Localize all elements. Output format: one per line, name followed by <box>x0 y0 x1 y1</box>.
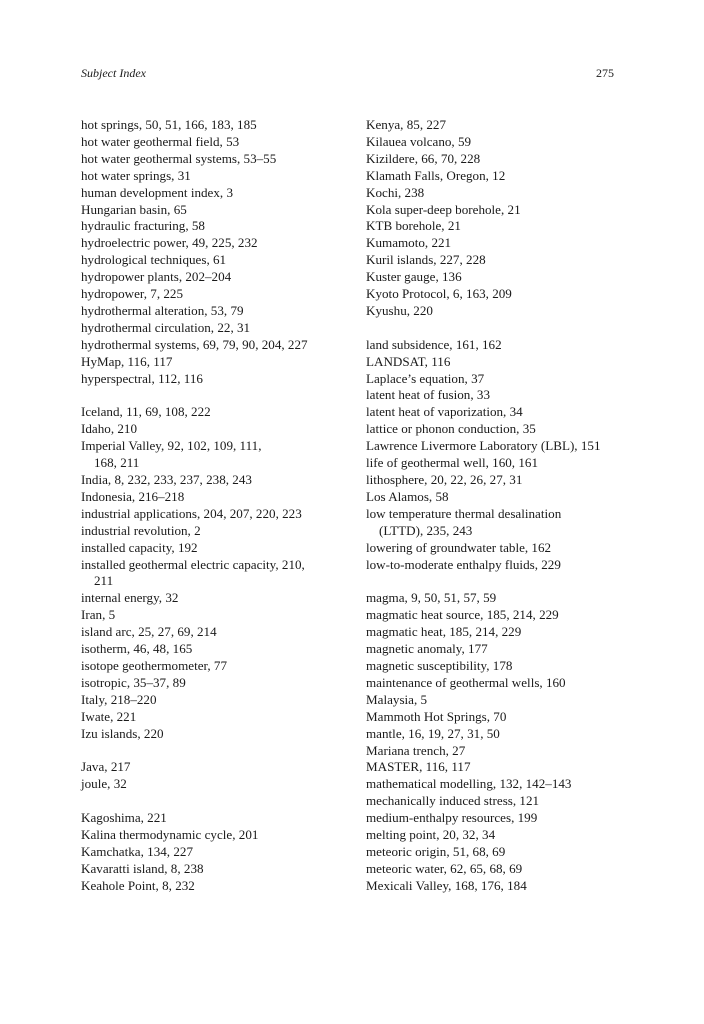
group-spacer <box>81 793 349 810</box>
index-entry: LANDSAT, 116 <box>366 353 451 369</box>
index-entry: MASTER, 116, 117 <box>366 759 471 775</box>
index-entry: HyMap, 116, 117 <box>81 353 173 369</box>
index-column-right <box>366 117 634 895</box>
index-entry: Kamchatka, 134, 227 <box>81 843 193 859</box>
index-entry: hydropower plants, 202–204 <box>81 269 232 285</box>
index-entry: joule, 32 <box>81 776 127 792</box>
index-entry: hydrothermal systems, 69, 79, 90, 204, 227 <box>81 336 308 352</box>
index-entry: Kizildere, 66, 70, 228 <box>366 150 481 166</box>
index-entry: magmatic heat source, 185, 214, 229 <box>366 607 559 623</box>
index-entry: land subsidence, 161, 162 <box>366 336 502 352</box>
group-spacer <box>366 320 634 337</box>
index-entry: island arc, 25, 27, 69, 214 <box>81 624 217 640</box>
index-entry: meteoric water, 62, 65, 68, 69 <box>366 860 523 876</box>
index-entry: Mammoth Hot Springs, 70 <box>366 708 507 724</box>
index-entry: magma, 9, 50, 51, 57, 59 <box>366 590 497 606</box>
index-entry-continuation: 168, 211 <box>94 455 140 471</box>
index-entry: magnetic anomaly, 177 <box>366 641 488 657</box>
index-entry: hydrothermal alteration, 53, 79 <box>81 302 244 318</box>
index-entry: magmatic heat, 185, 214, 229 <box>366 624 522 640</box>
index-entry: Kochi, 238 <box>366 184 425 200</box>
index-entry: India, 8, 232, 233, 237, 238, 243 <box>81 472 252 488</box>
index-entry: low-to-moderate enthalpy fluids, 229 <box>366 556 561 572</box>
index-entry: Iwate, 221 <box>81 708 137 724</box>
index-entry: industrial applications, 204, 207, 220, 223 <box>81 505 302 521</box>
index-entry: medium-enthalpy resources, 199 <box>366 810 538 826</box>
index-entry: meteoric origin, 51, 68, 69 <box>366 843 506 859</box>
index-entry: Iceland, 11, 69, 108, 222 <box>81 404 211 420</box>
index-entry: Kagoshima, 221 <box>81 810 167 826</box>
index-entry: internal energy, 32 <box>81 590 179 606</box>
index-entry: magnetic susceptibility, 178 <box>366 657 513 673</box>
index-entry: Kalina thermodynamic cycle, 201 <box>81 827 259 843</box>
index-entry: melting point, 20, 32, 34 <box>366 827 496 843</box>
index-entry: hot water springs, 31 <box>81 167 191 183</box>
index-entry: lithosphere, 20, 22, 26, 27, 31 <box>366 472 523 488</box>
index-entry: Kilauea volcano, 59 <box>366 133 472 149</box>
group-spacer <box>81 743 349 760</box>
index-entry: Hungarian basin, 65 <box>81 201 187 217</box>
index-entry: Imperial Valley, 92, 102, 109, 111, <box>81 438 262 454</box>
index-entry: Malaysia, 5 <box>366 691 428 707</box>
index-entry: Klamath Falls, Oregon, 12 <box>366 167 506 183</box>
index-entry: Los Alamos, 58 <box>366 488 449 504</box>
index-entry: hydroelectric power, 49, 225, 232 <box>81 235 258 251</box>
index-entry: Kavaratti island, 8, 238 <box>81 860 204 876</box>
index-entry-continuation: (LTTD), 235, 243 <box>379 522 473 538</box>
index-entry: KTB borehole, 21 <box>366 218 461 234</box>
index-entry: Kyoto Protocol, 6, 163, 209 <box>366 286 512 302</box>
index-entry: Keahole Point, 8, 232 <box>81 877 195 893</box>
index-entry: isotherm, 46, 48, 165 <box>81 641 193 657</box>
index-entry: hot water geothermal field, 53 <box>81 133 240 149</box>
index-entry: Kuril islands, 227, 228 <box>366 252 486 268</box>
index-entry: latent heat of vaporization, 34 <box>366 404 523 420</box>
index-entry: hydropower, 7, 225 <box>81 286 184 302</box>
index-entry: industrial revolution, 2 <box>81 522 201 538</box>
index-entry: hyperspectral, 112, 116 <box>81 370 203 386</box>
index-entry: installed capacity, 192 <box>81 539 198 555</box>
index-entry: installed geothermal electric capacity, 210, <box>81 556 305 572</box>
index-entry: hydrothermal circulation, 22, 31 <box>81 319 251 335</box>
index-entry: Kuster gauge, 136 <box>366 269 462 285</box>
index-entry: maintenance of geothermal wells, 160 <box>366 674 566 690</box>
index-entry: hydraulic fracturing, 58 <box>81 218 205 234</box>
index-entry-continuation: 211 <box>94 573 114 589</box>
index-entry: mechanically induced stress, 121 <box>366 793 540 809</box>
index-entry: Italy, 218–220 <box>81 691 157 707</box>
index-entry: Idaho, 210 <box>81 421 138 437</box>
index-entry: hot water geothermal systems, 53–55 <box>81 150 277 166</box>
index-entry: Lawrence Livermore Laboratory (LBL), 151 <box>366 438 601 454</box>
index-entry: Java, 217 <box>81 759 131 775</box>
index-entry: lattice or phonon conduction, 35 <box>366 421 536 437</box>
index-entry: human development index, 3 <box>81 184 233 200</box>
index-entry: Kola super-deep borehole, 21 <box>366 201 521 217</box>
index-entry: Izu islands, 220 <box>81 725 164 741</box>
index-entry: hydrological techniques, 61 <box>81 252 227 268</box>
group-spacer <box>81 388 349 405</box>
index-entry: mantle, 16, 19, 27, 31, 50 <box>366 725 500 741</box>
index-entry: hot springs, 50, 51, 166, 183, 185 <box>81 117 257 132</box>
index-entry: isotope geothermometer, 77 <box>81 657 228 673</box>
group-spacer <box>366 573 634 590</box>
running-header-title: Subject Index <box>81 66 146 80</box>
page-number: 275 <box>596 66 614 80</box>
index-entry: Mexicali Valley, 168, 176, 184 <box>366 877 527 893</box>
index-entry: lowering of groundwater table, 162 <box>366 539 552 555</box>
index-entry: latent heat of fusion, 33 <box>366 387 490 403</box>
index-entry: Indonesia, 216–218 <box>81 488 185 504</box>
index-entry: Laplace’s equation, 37 <box>366 370 485 386</box>
index-entry: Kenya, 85, 227 <box>366 117 447 132</box>
index-entry: isotropic, 35–37, 89 <box>81 674 186 690</box>
index-column-left <box>81 117 349 895</box>
index-entry: Kyushu, 220 <box>366 302 433 318</box>
index-entry: Kumamoto, 221 <box>366 235 452 251</box>
index-entry: low temperature thermal desalination <box>366 505 562 521</box>
index-entry: Iran, 5 <box>81 607 116 623</box>
index-entry: mathematical modelling, 132, 142–143 <box>366 776 572 792</box>
index-entry: life of geothermal well, 160, 161 <box>366 455 538 471</box>
index-entry: Mariana trench, 27 <box>366 742 466 758</box>
